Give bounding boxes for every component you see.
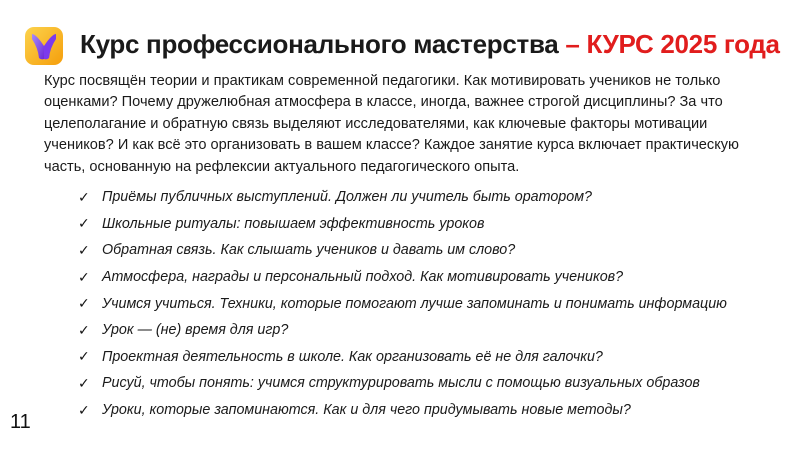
checkmark-icon: ✓ — [78, 401, 90, 418]
list-item-text: Учимся учиться. Техники, которые помогают лучше запоминать и понимать информацию — [102, 295, 727, 312]
page-title — [80, 29, 780, 60]
list-item — [78, 344, 727, 371]
list-item-text: Рисуй, чтобы понять: учимся структурировать мысли с помощью визуальных образов — [102, 375, 700, 392]
y-logo-icon — [24, 26, 64, 66]
checkmark-icon: ✓ — [78, 215, 90, 232]
page-number: 11 — [10, 411, 31, 433]
title-separator: – — [558, 29, 587, 59]
intro-paragraph: Курс посвящён теории и практикам современной педагогики. Как мотивировать учеников не только оценками? Почему дружелюбная атмосфера в классе, иногда, важнее строгой дисциплины? За что целеполагание и обратную связь выделяют исследователями, как ключевые факторы мотивации учеников? И как всё это организовать в вашем классе? Каждое занятие курса включает практическую часть, основанную на рефлексии актуального педагогического опыта. — [44, 73, 739, 175]
checkmark-icon: ✓ — [78, 374, 90, 391]
list-item-text: Проектная деятельность в школе. Как организовать её не для галочки? — [102, 348, 603, 365]
list-item-text: Приёмы публичных выступлений. Должен ли учитель быть оратором? — [102, 189, 592, 206]
list-item — [78, 370, 727, 397]
list-item-text: Уроки, которые запоминаются. Как и для чего придумывать новые методы? — [102, 402, 631, 419]
list-item — [78, 317, 727, 344]
checkmark-icon: ✓ — [78, 188, 90, 205]
list-item-text: Урок — (не) время для игр? — [102, 322, 289, 339]
list-item — [78, 184, 727, 211]
list-item — [78, 211, 727, 238]
checkmark-icon: ✓ — [78, 348, 90, 365]
list-item-text: Школьные ритуалы: повышаем эффективность уроков — [102, 215, 485, 232]
title-accent: КУРС 2025 года — [586, 29, 780, 59]
list-item — [78, 237, 727, 264]
list-item-text: Обратная связь. Как слышать учеников и давать им слово? — [102, 242, 516, 259]
list-item — [78, 397, 727, 424]
checkmark-icon: ✓ — [78, 268, 90, 285]
list-item-text: Атмосфера, награды и персональный подход. Как мотивировать учеников? — [102, 269, 624, 286]
list-item — [78, 264, 727, 291]
checkmark-icon: ✓ — [78, 241, 90, 258]
checkmark-icon: ✓ — [78, 295, 90, 312]
topics-list — [78, 184, 727, 423]
title-main: Курс профессионального мастерства — [80, 29, 559, 59]
checkmark-icon: ✓ — [78, 321, 90, 338]
list-item — [78, 290, 727, 317]
